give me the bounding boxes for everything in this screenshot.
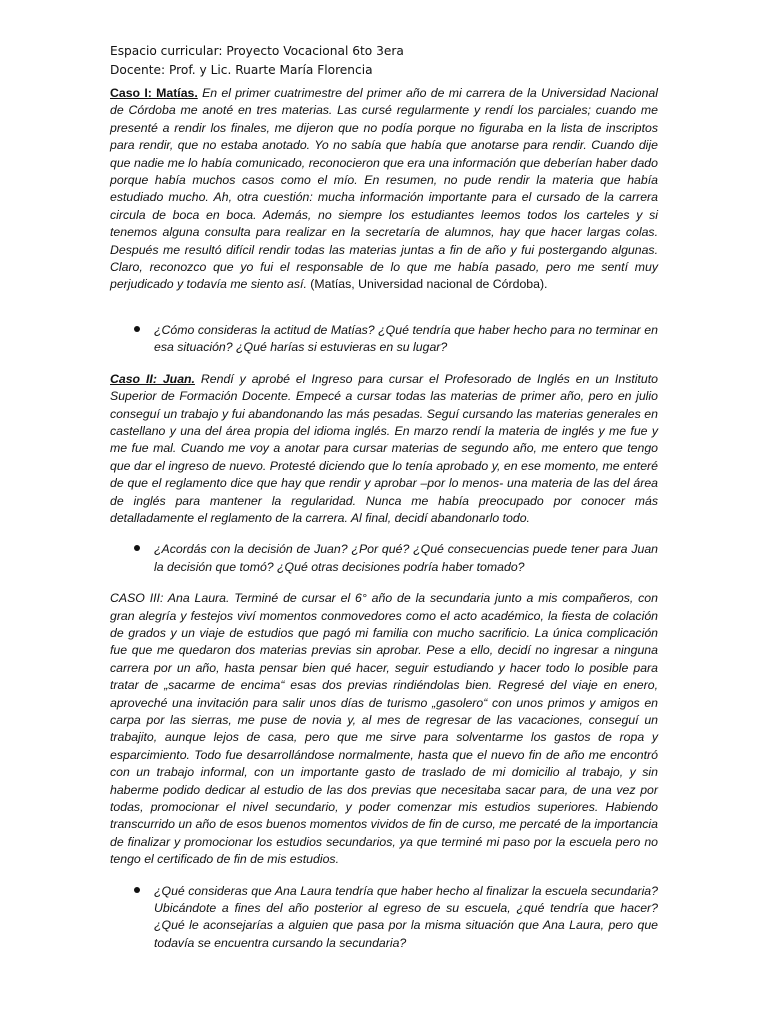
header-teacher: Docente: Prof. y Lic. Ruarte María Florencia: [110, 63, 373, 77]
case-1-question: ¿Cómo consideras la actitud de Matías? ¿Qué tendría que haber hecho para no terminar en esa situación? ¿Qué harías si estuvieras en su lugar?: [154, 322, 658, 355]
case-1-question-item: [110, 322, 658, 357]
header-subject: Espacio curricular: Proyecto Vocacional 6to 3era: [110, 44, 404, 58]
bullet-icon: [134, 545, 140, 551]
bullet-icon: [134, 887, 140, 893]
case-3: [110, 590, 658, 869]
bullet-icon: [134, 326, 140, 332]
document-header: [110, 42, 658, 80]
case-3-question-item: [110, 883, 658, 953]
case-2-body: Rendí y aprobé el Ingreso para cursar el Profesorado de Inglés en un Instituto Superior de Formación Docente. Empecé a cursar todas las materias de primer año, pero en julio conseguí un trabajo y fui abandonando las más pesadas. Seguí cursando las materias generales en castellano y una del área propia del idioma inglés. En marzo rendí la materia de inglés y me fue y me fue mal. Cuando me voy a anotar para cursar materias de segundo año, me entero que tengo que dar el ingreso de nuevo. Protesté diciendo que lo tenía aprobado y, en ese momento, me enteré de que el reglamento dice que hay que rendir y aprobar –por lo menos- una materia de las del área de inglés para mantener la regularidad. Nunca me había preocupado por conocer más detalladamente el reglamento de la carrera. Al final, decidí abandonarlo todo.: [110, 371, 658, 525]
case-1-paragraph: [110, 85, 658, 294]
case-1-source: (Matías, Universidad nacional de Córdoba).: [310, 277, 548, 292]
case-3-paragraph: CASO III: Ana Laura. Terminé de cursar el 6° año de la secundaria junto a mis compañeros, con gran alegría y festejos viví momentos conmovedores como el acto académico, la fiesta de colación de grados y un viaje de estudios que pagó mi familia con mucho sacrificio. La única complicación fue que me quedaron dos materias previas sin aprobar. Pese a ello, decidí no ingresar a ninguna carrera por un año, hasta pensar bien qué hacer, seguir estudiando y hacer todo lo posible para tratar de „sacarme de encima“ esas dos previas rindiéndolas bien. Regresé del viaje en enero, aproveché una invitación para salir unos días de turismo „gasolero“ con unos primos y amigos en carpa por las sierras, me puse de novia y, al mes de regresar de las vacaciones, conseguí un trabajito, aunque lejos de casa, pero que me sirve para solventarme los gastos de ropa y esparcimiento. Todo fue desarrollándose normalmente, hasta que el nuevo fin de año me encontró con un trabajo informal, con un importante gasto de traslado de mi domicilio al trabajo, y sin haberme podido dedicar al estudio de las dos previas que necesitaba sacar para, de una vez por todas, promocionar el nivel secundario, y poder comenzar mis estudios superiores. Habiendo transcurrido un año de esos buenos momentos vividos de fin de curso, me percaté de la importancia de finalizar y promocionar los estudios secundarios, ya que terminé mi paso por la escuela pero no tengo el certificado de fin de mis estudios.: [110, 591, 658, 867]
case-2-paragraph: [110, 371, 658, 528]
case-3-question: ¿Qué consideras que Ana Laura tendría que haber hecho al finalizar la escuela secundaria? Ubicándote a fines del año posterior al egreso de su escuela, ¿qué tendría que hacer? ¿Qué le aconsejarías a alguien que pasa por la misma situación que Ana Laura, pero que todavía se encuentra cursando la secundaria?: [154, 883, 658, 950]
case-1-body: En el primer cuatrimestre del primer año de mi carrera de la Universidad Nacional de Córdoba me anoté en tres materias. Las cursé regularmente y rendí los parciales; cuando me presenté a rendir los finales, me dijeron que no podía porque no figuraba en la lista de inscriptos para rendir, que no estaba anotado. Yo no sabía que había que anotarse para rendir. Cuando dije que nadie me lo había comunicado, reconocieron que era una información que deberían haber dado porque había muchos casos como el mío. En resumen, no pude rendir la materia que había estudiado mucho. Ah, otra cuestión: mucha información importante para el cursado de la carrera circula de boca en boca. Además, no siempre los estudiantes leemos todos los carteles y si tenemos alguna consulta para realizar en la secretaría de alumnos, hay que hacer largas colas. Después me resultó difícil rendir todas las materias juntas a fin de año y fui postergando algunas. Claro, reconozco que yo fui el responsable de lo que me había pasado, pero me sentí muy perjudicado y todavía me siento así.: [110, 86, 658, 292]
case-2-question-item: [110, 541, 658, 576]
case-1-title: Caso I: Matías.: [110, 86, 198, 100]
case-2: [110, 371, 658, 528]
case-2-title: Caso II: Juan.: [110, 371, 195, 386]
case-1: [110, 85, 658, 294]
case-2-question: ¿Acordás con la decisión de Juan? ¿Por qué? ¿Qué consecuencias puede tener para Juan la decisión que tomó? ¿Qué otras decisiones podría haber tomado?: [154, 542, 658, 574]
